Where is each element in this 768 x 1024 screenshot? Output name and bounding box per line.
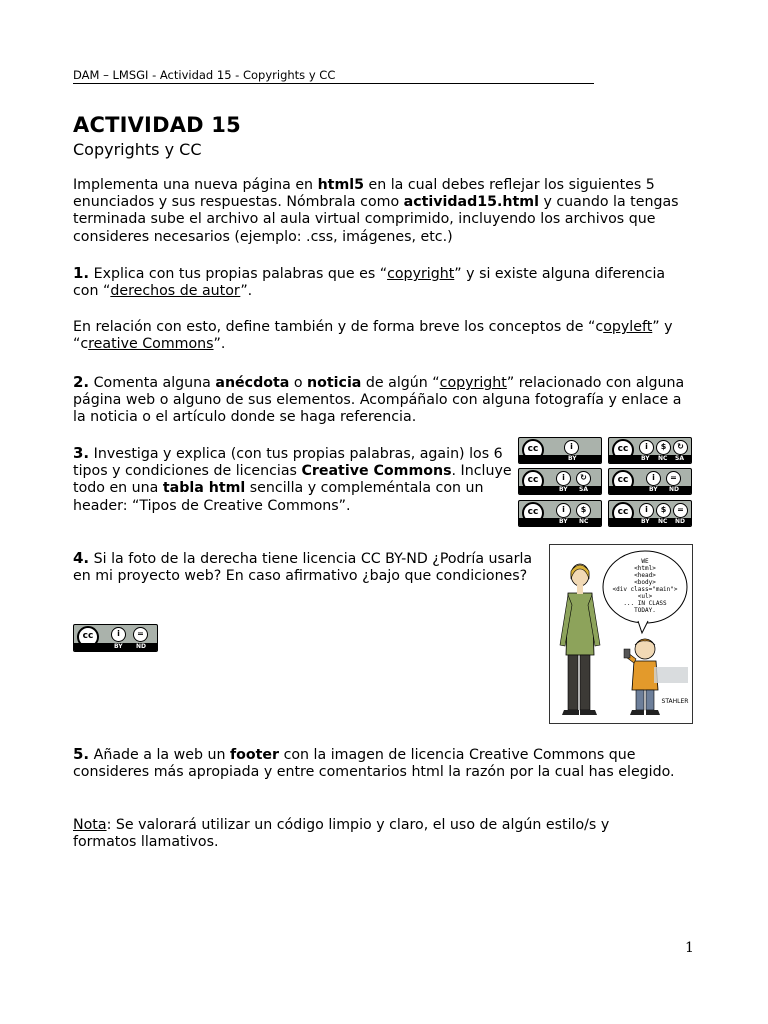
noderivatives-icon: = xyxy=(133,627,148,642)
cc-icon: cc xyxy=(612,470,634,492)
question-1: 1. Explica con tus propias palabras que es “copyright” y si existe alguna diferencia con “derechos de autor”. xyxy=(73,264,666,300)
bubble-line-8: TODAY. xyxy=(634,607,656,614)
question-1-followup: En relación con esto, define también y de forma breve los conceptos de “copyleft” y “creative Commons”. xyxy=(73,319,673,353)
question-4: 4. Si la foto de la derecha tiene licencia CC BY-ND ¿Podría usarla en mi proyecto web? En caso afirmativo ¿bajo que condiciones? xyxy=(73,549,533,585)
badge-label-by: BY xyxy=(641,518,650,525)
cartoon-signature: STAHLER xyxy=(661,698,689,705)
cc-icon: cc xyxy=(612,502,634,524)
badge-label-sa: SA xyxy=(579,486,588,493)
bubble-line-7: ... IN CLASS xyxy=(623,600,667,607)
bubble-line-3: <head> xyxy=(634,572,656,579)
document-subtitle: Copyrights y CC xyxy=(73,140,202,159)
attribution-icon: i xyxy=(646,471,661,486)
badge-label-by: BY xyxy=(559,518,568,525)
cc-by-nd-badge-small xyxy=(73,624,158,652)
cc-icon: cc xyxy=(522,439,544,461)
sharealike-icon: ↻ xyxy=(673,440,688,455)
page-number: 1 xyxy=(685,940,694,956)
noncommercial-icon: $ xyxy=(576,503,591,518)
cartoon-illustration xyxy=(550,545,692,723)
watermark-box xyxy=(654,667,688,683)
cc-by-nc-sa-badge xyxy=(608,437,692,464)
badge-label-nd: ND xyxy=(136,643,147,650)
cartoon-image xyxy=(549,544,693,724)
bubble-line-1: WE xyxy=(641,558,649,565)
attribution-icon: i xyxy=(639,440,654,455)
question-3: 3. Investiga y explica (con tus propias palabras, again) los 6 tipos y condiciones de licencias Creative Commons. Incluye todo en una tabla html sencilla y compleméntala con un header: “Tipos de Creative Commons”. xyxy=(73,444,512,514)
attribution-icon: i xyxy=(111,627,126,642)
cc-by-nd-badge xyxy=(608,468,692,495)
noderivatives-icon: = xyxy=(666,471,681,486)
attribution-icon: i xyxy=(556,503,571,518)
cc-icon: cc xyxy=(522,470,544,492)
note-paragraph: Nota: Se valorará utilizar un código limpio y claro, el uso de algún estilo/s y formatos llamativos. xyxy=(73,817,610,851)
bubble-line-6: <ul> xyxy=(637,593,653,600)
badge-label-by: BY xyxy=(114,643,123,650)
noncommercial-icon: $ xyxy=(656,440,671,455)
badge-label-by: BY xyxy=(568,455,577,462)
bubble-line-5: <div class="main"> xyxy=(612,586,678,593)
cc-icon: cc xyxy=(612,439,634,461)
bubble-line-2: <html> xyxy=(634,565,656,572)
badge-label-sa: SA xyxy=(675,455,684,462)
badge-label-by: BY xyxy=(649,486,658,493)
question-5: 5. Añade a la web un footer con la imagen de licencia Creative Commons que consideres más apropiada y entre comentarios html la razón por la cual has elegido. xyxy=(73,745,675,781)
badge-label-nc: NC xyxy=(658,518,668,525)
attribution-icon: i xyxy=(556,471,571,486)
cc-by-nc-nd-badge xyxy=(608,500,692,527)
badge-label-nc: NC xyxy=(579,518,589,525)
badge-label-nd: ND xyxy=(669,486,680,493)
document-title: ACTIVIDAD 15 xyxy=(73,113,241,137)
cc-icon: cc xyxy=(77,626,99,648)
badge-label-nd: ND xyxy=(675,518,686,525)
attribution-icon: i xyxy=(564,440,579,455)
noncommercial-icon: $ xyxy=(656,503,671,518)
cc-by-badge xyxy=(518,437,602,464)
bubble-line-4: <body> xyxy=(634,579,656,586)
question-2: 2. Comenta alguna anécdota o noticia de algún “copyright” relacionado con alguna página web o alguno de sus elementos. Acompáñalo con alguna fotografía y enlace a la noticia o el artículo donde se haga referencia. xyxy=(73,373,685,426)
intro-paragraph: Implementa una nueva página en html5 en la cual debes reflejar los siguientes 5 enunciados y sus respuestas. Nómbrala como actividad15.html y cuando la tengas terminada sube el archivo al aula virtual comprimido, incluyendo los archivos que consideres necesarios (ejemplo: .css, imágenes, etc.) xyxy=(73,177,679,245)
cc-by-nc-badge xyxy=(518,500,602,527)
noderivatives-icon: = xyxy=(673,503,688,518)
document-header: DAM – LMSGI - Actividad 15 - Copyrights y CC xyxy=(73,68,594,84)
sharealike-icon: ↻ xyxy=(576,471,591,486)
badge-label-by: BY xyxy=(559,486,568,493)
cc-icon: cc xyxy=(522,502,544,524)
badge-label-nc: NC xyxy=(658,455,668,462)
cc-by-sa-badge xyxy=(518,468,602,495)
attribution-icon: i xyxy=(639,503,654,518)
phone-icon xyxy=(624,649,630,658)
badge-label-by: BY xyxy=(641,455,650,462)
